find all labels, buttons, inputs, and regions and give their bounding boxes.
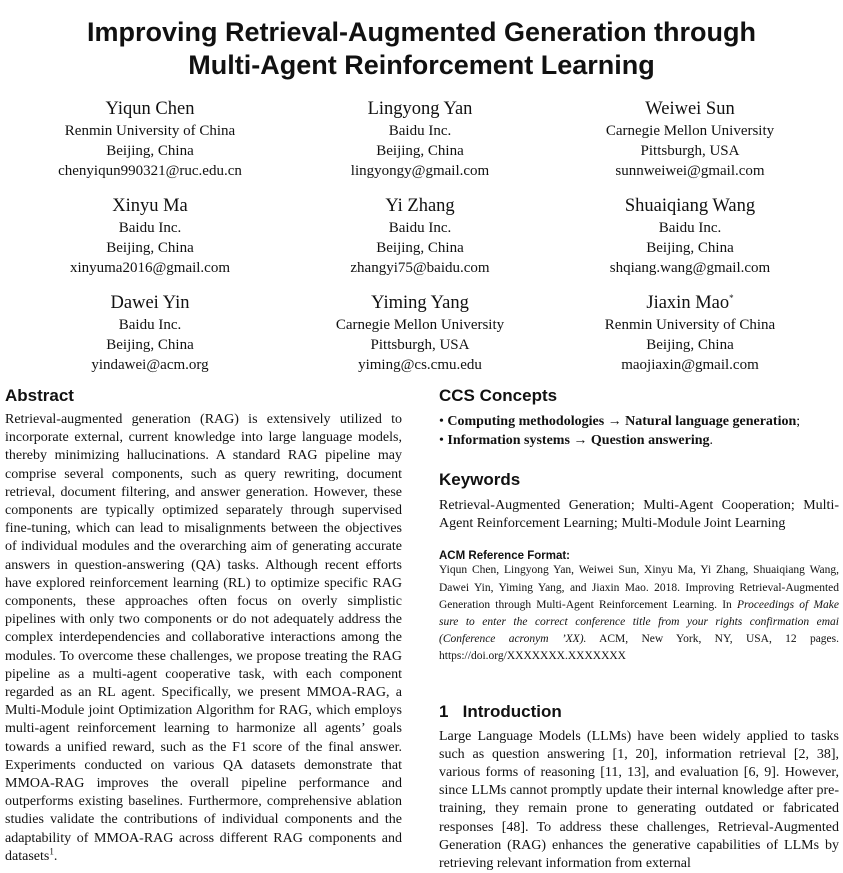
ccs-item [439, 431, 839, 450]
author-name: Lingyong Yan [367, 99, 473, 119]
author-location: Beijing, China [106, 240, 194, 256]
author-location: Beijing, China [106, 337, 194, 353]
author-card [10, 195, 290, 278]
author-card [10, 292, 290, 375]
ccs-concept: Computing methodologies [447, 414, 605, 429]
author-location: Beijing, China [376, 240, 464, 256]
author-location: Pittsburgh, USA [370, 337, 470, 353]
author-card [550, 292, 830, 375]
author-affiliation: Baidu Inc. [388, 220, 452, 236]
section-number: 1 [439, 701, 449, 721]
author-name [550, 292, 830, 315]
author-affiliation: Baidu Inc. [658, 220, 722, 236]
author-location: Beijing, China [646, 240, 734, 256]
bullet: • [439, 414, 444, 429]
paper-title [0, 16, 843, 82]
ccs-end: ; [796, 414, 801, 429]
acm-reference [439, 550, 839, 665]
section-title: Introduction [462, 701, 562, 721]
ccs-end: . [709, 433, 714, 448]
title-line-1: Improving Retrieval-Augmented Generation through [86, 17, 757, 47]
author-email[interactable]: shqiang.wang@gmail.com [609, 260, 771, 276]
author-card [280, 195, 560, 278]
reference-doi[interactable]: ACM, New York, NY, USA, 12 pages. https://doi.org/XXXXXXX.XXXXXXX [439, 633, 840, 663]
corresponding-author-mark: * [729, 292, 734, 303]
arrow-icon: → [607, 414, 622, 429]
ccs-concept: Question answering [590, 433, 710, 448]
author-affiliation: Baidu Inc. [388, 123, 452, 139]
author-email[interactable]: sunnweiwei@gmail.com [615, 163, 765, 179]
footnote-mark[interactable]: 1 [49, 846, 54, 857]
abstract-text [5, 411, 402, 866]
ccs-heading: CCS Concepts [439, 386, 558, 405]
author-name: Yiming Yang [371, 293, 469, 313]
author-name: Dawei Yin [110, 293, 190, 313]
keywords-heading: Keywords [439, 470, 521, 489]
author-email[interactable]: yiming@cs.cmu.edu [358, 357, 482, 373]
author-name: Yi Zhang [385, 196, 455, 216]
author-card [550, 195, 830, 278]
abstract-heading: Abstract [5, 386, 74, 405]
author-affiliation: Carnegie Mellon University [605, 123, 775, 139]
ccs-concept: Information systems [447, 433, 570, 448]
acm-reference-text [439, 562, 839, 665]
author-name: Yiqun Chen [105, 99, 195, 119]
intro-heading [439, 701, 839, 723]
keywords-text: Retrieval-Augmented Generation; Multi-Agent Cooperation; Multi-Agent Reinforcement Learning; Multi-Module Joint Learning [439, 498, 839, 532]
author-location: Pittsburgh, USA [640, 143, 740, 159]
author-location: Beijing, China [376, 143, 464, 159]
author-email[interactable]: yindawei@acm.org [91, 357, 209, 373]
intro-text: Large Language Models (LLMs) have been widely applied to tasks such as question answering [1, 20], information retrieval [2, 38], various forms of reasoning [11, 13], and evaluation [6, 9]. However, since LLMs cannot promptly update their internal knowledge after pre-training, they remain prone to generating outdated or fabricated responses [48]. To address these challenges, Retrieval-Augmented Generation (RAG) enhances the generative capabilities of LLMs by retrieving relevant information from external [439, 728, 839, 872]
author-email[interactable]: lingyongy@gmail.com [350, 163, 490, 179]
author-location: Beijing, China [106, 143, 194, 159]
ccs-concept: Natural language generation [625, 414, 797, 429]
author-affiliation: Renmin University of China [64, 123, 236, 139]
author-row [0, 98, 843, 195]
author-email[interactable]: zhangyi75@baidu.com [350, 260, 490, 276]
author-affiliation: Baidu Inc. [118, 317, 182, 333]
left-column [5, 385, 402, 866]
arrow-icon: → [573, 433, 588, 448]
author-affiliation: Carnegie Mellon University [335, 317, 505, 333]
author-name: Xinyu Ma [112, 196, 188, 216]
author-card [10, 98, 290, 181]
author-affiliation: Renmin University of China [604, 317, 776, 333]
author-row [0, 292, 843, 389]
author-row [0, 195, 843, 292]
reference-authors: Yiqun Chen, Lingyong Yan, Weiwei Sun, Xinyu Ma, Yi Zhang, Shuaiqiang Wang, Dawei Yin, Yiming Yang, and Jiaxin Mao. 2018. Improving Retrieval-Augmented Generation through Multi-Agent Reinforcement Learning. In [439, 564, 839, 611]
ccs-list [439, 412, 839, 450]
title-line-2: Multi-Agent Reinforcement Learning [188, 50, 655, 80]
author-name: Weiwei Sun [645, 99, 735, 119]
author-email[interactable]: chenyiqun990321@ruc.edu.cn [58, 163, 242, 179]
author-card [280, 98, 560, 181]
ccs-item [439, 412, 839, 431]
author-email[interactable]: maojiaxin@gmail.com [621, 357, 759, 373]
author-name-text: Jiaxin Mao [646, 293, 730, 313]
author-name: Shuaiqiang Wang [624, 196, 756, 216]
acm-reference-heading: ACM Reference Format: [439, 550, 570, 563]
bullet: • [439, 433, 444, 448]
author-location: Beijing, China [646, 337, 734, 353]
author-block [0, 98, 843, 389]
author-card [550, 98, 830, 181]
author-affiliation: Baidu Inc. [118, 220, 182, 236]
abstract-end: . [53, 848, 58, 864]
author-email[interactable]: xinyuma2016@gmail.com [69, 260, 231, 276]
author-card [280, 292, 560, 375]
reference-venue: Proceedings of Make sure to enter the correct conference title from your rights confirmation emai (Conference acronym ’XX). [439, 598, 839, 646]
abstract-body: Retrieval-augmented generation (RAG) is extensively utilized to incorporate external, current knowledge into large language models, thereby minimizing hallucinations. A standard RAG pipeline may comprise several components, such as query rewriting, document retrieval, document filtering, and answer generation. However, these components are typically optimized separately through supervised fine-tuning, which can lead to misalignments between the objectives of individual modules and the overarching aim of generating accurate answers in question-answering (QA) tasks. Although recent efforts have explored reinforcement learning (RL) to optimize specific RAG components, these approaches often focus on overly simplistic pipelines with only two components or do not adequately address the complex interdependencies and collaborative interactions among the modules. To overcome these challenges, we propose treating the RAG pipeline as a multi-agent cooperative task, with each component regarded as an RL agent. Specifically, we present MMOA-RAG, a Multi-Module joint Optimization Algorithm for RAG, which employs multi-agent reinforcement learning to harmonize all agents’ goals towards a unified reward, such as the F1 score of the final answer. Experiments conducted on various QA datasets demonstrate that MMOA-RAG improves the overall pipeline performance and outperforms existing baselines. Furthermore, comprehensive ablation studies validate the contributions of individual components and the adaptability of MMOA-RAG across different RAG components and datasets [5, 412, 402, 864]
right-column [439, 385, 839, 873]
